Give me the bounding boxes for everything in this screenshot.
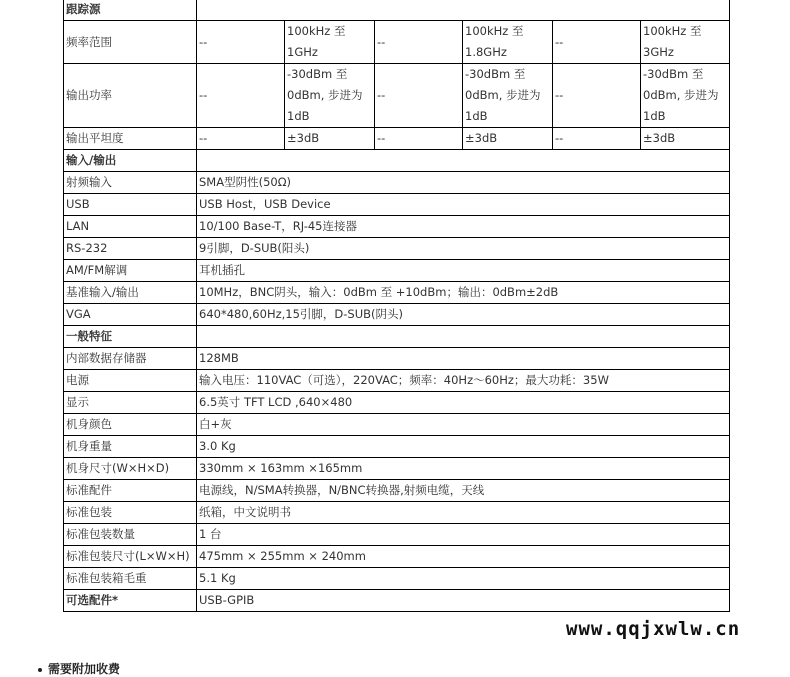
row-value: 3.0 Kg	[197, 436, 730, 458]
row-label: RS-232	[64, 238, 197, 260]
row-label: 机身尺寸(W×H×D)	[64, 458, 197, 480]
bullet-icon	[38, 668, 42, 672]
row-label: 频率范围	[64, 21, 197, 64]
empty-cell	[197, 150, 730, 172]
row-value: 电源线，N/SMA转换器，N/BNC转换器,射频电缆，天线	[197, 480, 730, 502]
row-value: 6.5英寸 TFT LCD ,640×480	[197, 392, 730, 414]
empty-cell	[197, 326, 730, 348]
cell: ±3dB	[285, 128, 375, 150]
row-value: 640*480,60Hz,15引脚，D-SUB(阴头)	[197, 304, 730, 326]
spec-table	[63, 0, 730, 612]
row-label: 标准包装箱毛重	[64, 568, 197, 590]
row-value: USB-GPIB	[197, 590, 730, 612]
row-value: 10MHz，BNC阴头，输入：0dBm 至 +10dBm；输出：0dBm±2dB	[197, 282, 730, 304]
cell: -30dBm 至 0dBm, 步进为1dB	[641, 64, 730, 128]
row-label: 机身重量	[64, 436, 197, 458]
cell: ±3dB	[463, 128, 553, 150]
cell: --	[553, 21, 641, 64]
cell: --	[197, 128, 285, 150]
cell: 100kHz 至 1.8GHz	[463, 21, 553, 64]
row-label: LAN	[64, 216, 197, 238]
row-value: 5.1 Kg	[197, 568, 730, 590]
row-value: 128MB	[197, 348, 730, 370]
row-label: AM/FM解调	[64, 260, 197, 282]
row-value: 白+灰	[197, 414, 730, 436]
row-label: 内部数据存储器	[64, 348, 197, 370]
section-io: 输入/输出	[64, 150, 197, 172]
cell: --	[553, 128, 641, 150]
section-optional: 可选配件*	[64, 590, 197, 612]
section-tracking: 跟踪源	[64, 0, 197, 21]
cell: --	[375, 21, 463, 64]
row-label: 显示	[64, 392, 197, 414]
cell: -30dBm 至 0dBm, 步进为1dB	[463, 64, 553, 128]
row-value: 输入电压：110VAC（可选），220VAC；频率：40Hz～60Hz；最大功耗：35W	[197, 370, 730, 392]
cell: --	[553, 64, 641, 128]
row-label: 输出功率	[64, 64, 197, 128]
row-value: 9引脚，D-SUB(阳头)	[197, 238, 730, 260]
row-label: USB	[64, 194, 197, 216]
footer-note	[38, 660, 120, 677]
row-label: VGA	[64, 304, 197, 326]
row-label: 射频输入	[64, 172, 197, 194]
row-label: 电源	[64, 370, 197, 392]
row-value: 10/100 Base-T，RJ-45连接器	[197, 216, 730, 238]
row-value: 475mm × 255mm × 240mm	[197, 546, 730, 568]
cell: --	[375, 128, 463, 150]
footer-text: 需要附加收费	[48, 662, 121, 676]
row-value: SMA型阴性(50Ω)	[197, 172, 730, 194]
row-label: 标准包装	[64, 502, 197, 524]
cell: -30dBm 至 0dBm, 步进为1dB	[285, 64, 375, 128]
cell: --	[375, 64, 463, 128]
row-value: 纸箱，中文说明书	[197, 502, 730, 524]
cell: ±3dB	[641, 128, 730, 150]
row-label: 标准包装数量	[64, 524, 197, 546]
row-label: 机身颜色	[64, 414, 197, 436]
row-label: 标准包装尺寸(L×W×H)	[64, 546, 197, 568]
row-value: 1 台	[197, 524, 730, 546]
cell: --	[197, 21, 285, 64]
section-general: 一般特征	[64, 326, 197, 348]
cell: 100kHz 至 3GHz	[641, 21, 730, 64]
row-value: 330mm × 163mm ×165mm	[197, 458, 730, 480]
cell: --	[197, 64, 285, 128]
row-label: 标准配件	[64, 480, 197, 502]
watermark: www.qqjxwlw.cn	[566, 618, 741, 640]
row-value: USB Host，USB Device	[197, 194, 730, 216]
row-label: 基准输入/输出	[64, 282, 197, 304]
row-value: 耳机插孔	[197, 260, 730, 282]
cell: 100kHz 至 1GHz	[285, 21, 375, 64]
row-label: 输出平坦度	[64, 128, 197, 150]
empty-cell	[197, 0, 730, 21]
